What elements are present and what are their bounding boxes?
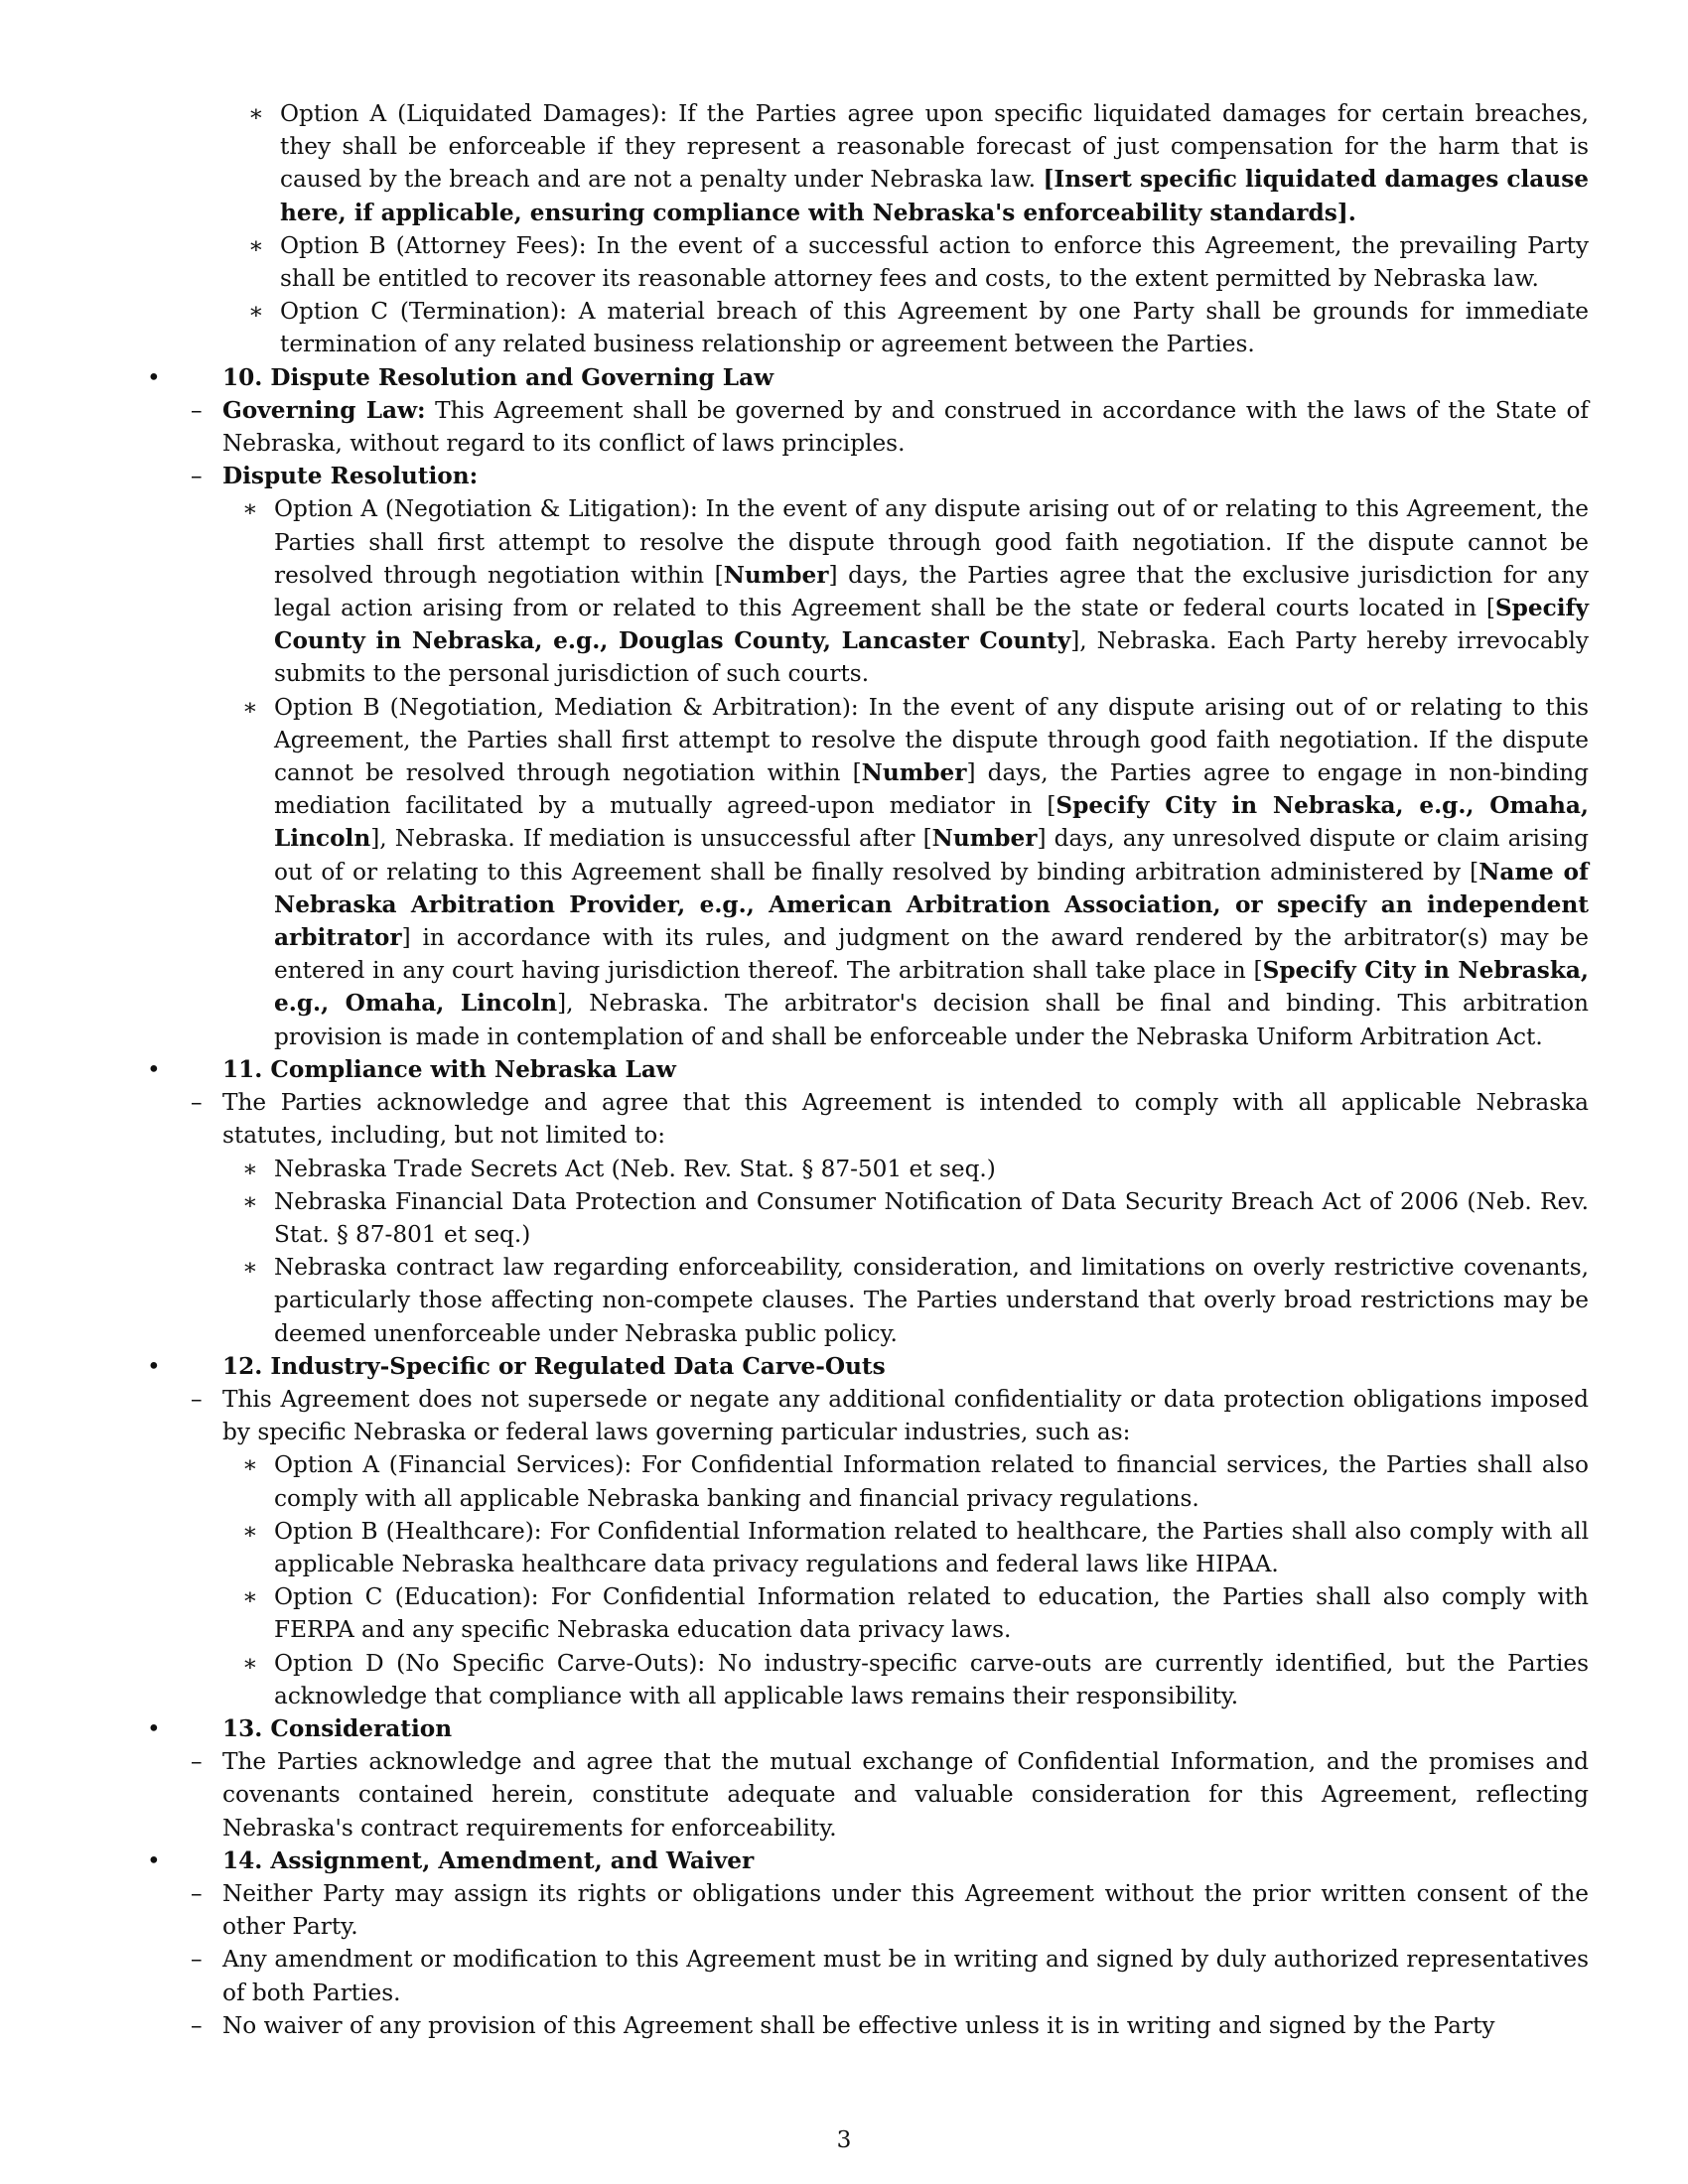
- section-14: [145, 1844, 1589, 2042]
- list-item: ∗ Option A (Liquidated Damages): If the Parties agree upon specific liquidated damages for certain breaches, they shall be enforceable if they represent a reasonable forecast of just compensation for the harm that is caused by the breach and are not a penalty under Nebraska law. [Insert specific liquidated damages clause here, if applicable, ensuring compliance with Nebraska's enforceability standards].: [145, 97, 1589, 229]
- list-item: – Any amendment or modification to this Agreement must be in writing and signed by duly authorized representatives of both Parties.: [139, 1943, 1589, 2008]
- dot-bullet: •: [147, 1055, 161, 1083]
- document-body: [145, 97, 1589, 2042]
- list-item: ∗ Option A (Negotiation & Litigation): In the event of any dispute arising out of or relating to this Agreement, the Parties shall first attempt to resolve the dispute through good faith negotiation. If the dispute cannot be resolved through negotiation within [Number] days, the Parties agree that the exclusive jurisdiction for any legal action arising from or related to this Agreement shall be the state or federal courts located in [Specify County in Nebraska, e.g., Douglas County, Lancaster County], Nebraska. Each Party hereby irrevocably submits to the personal jurisdiction of such courts.: [139, 492, 1589, 690]
- dash-bullet: –: [191, 1879, 203, 1907]
- list-item: ∗ Nebraska contract law regarding enforceability, consideration, and limitations on overly restrictive covenants, particularly those affecting non-compete clauses. The Parties understand that overly broad restrictions may be deemed unenforceable under Nebraska public policy.: [139, 1251, 1589, 1350]
- dash-bullet: –: [191, 1748, 203, 1776]
- list-item: – Governing Law: This Agreement shall be governed by and construed in accordance with the laws of the State of Nebraska, without regard to its conflict of laws principles.: [139, 394, 1589, 460]
- section-heading: 12. Industry-Specific or Regulated Data Carve-Outs: [222, 1352, 886, 1380]
- list-item: – Neither Party may assign its rights or obligations under this Agreement without the prior written consent of the other Party.: [139, 1877, 1589, 1943]
- section-heading: 14. Assignment, Amendment, and Waiver: [222, 1846, 755, 1874]
- asterisk-bullet: ∗: [242, 1155, 258, 1182]
- asterisk-bullet: ∗: [242, 1649, 258, 1677]
- section-heading: 13. Consideration: [222, 1714, 453, 1742]
- section-heading: 10. Dispute Resolution and Governing Law: [222, 363, 774, 391]
- asterisk-bullet: ∗: [242, 1254, 258, 1282]
- asterisk-bullet: ∗: [242, 1583, 258, 1611]
- dash-bullet: –: [191, 1385, 203, 1413]
- section-11: [145, 1053, 1589, 1350]
- dot-bullet: •: [147, 363, 161, 391]
- dash-bullet: –: [191, 2011, 203, 2039]
- sections-list: [145, 361, 1589, 2042]
- asterisk-bullet: ∗: [242, 1187, 258, 1215]
- list-item: – This Agreement does not supersede or negate any additional confidentiality or data protection obligations imposed by specific Nebraska or federal laws governing particular industries, such as: ∗ Option A (Financial Services): For Confidential Information related to financial services, the Parties shall also comply with all applicable Nebraska banking and financial privacy regulations. ∗ Option B (Healthcare): For Confidential Information related to healthcare, the Parties shall also comply with all applicable Nebraska healthcare data privacy regulations and federal laws like HIPAA. ∗ Option C (Education): For Confidential Information related to education, the Parties shall also comply with FERPA and any specific Nebraska education data privacy laws. ∗ Option D (No Specific Carve-Outs): No industry-specific carve-outs are currently identified, but the Parties acknowledge that compliance with all applicable laws remains their responsibility.: [139, 1383, 1589, 1712]
- list-item: ∗ Option B (Healthcare): For Confidential Information related to healthcare, the Parties shall also comply with all applicable Nebraska healthcare data privacy regulations and federal laws like HIPAA.: [139, 1515, 1589, 1580]
- section-12: [145, 1350, 1589, 1712]
- dot-bullet: •: [147, 1352, 161, 1380]
- dash-bullet: –: [191, 396, 203, 424]
- asterisk-bullet: ∗: [248, 231, 264, 259]
- list-item: – No waiver of any provision of this Agreement shall be effective unless it is in writing and signed by the Party: [139, 2009, 1589, 2042]
- list-item: ∗ Option B (Negotiation, Mediation & Arbitration): In the event of any dispute arising out of or relating to this Agreement, the Parties shall first attempt to resolve the dispute through good faith negotiation. If the dispute cannot be resolved through negotiation within [Number] days, the Parties agree to engage in non-binding mediation facilitated by a mutually agreed-upon mediator in [Specify City in Nebraska, e.g., Omaha, Lincoln], Nebraska. If mediation is unsuccessful after [Number] days, any unresolved dispute or claim arising out of or relating to this Agreement shall be finally resolved by binding arbitration administered by [Name of Nebraska Arbitration Provider, e.g., American Arbitration Association, or specify an independent arbitrator] in accordance with its rules, and judgment on the award rendered by the arbitrator(s) may be entered in any court having jurisdiction thereof. The arbitration shall take place in [Specify City in Nebraska, e.g., Omaha, Lincoln], Nebraska. The arbitrator's decision shall be final and binding. This arbitration provision is made in contemplation of and shall be enforceable under the Nebraska Uniform Arbitration Act.: [139, 691, 1589, 1053]
- section-13: [145, 1712, 1589, 1844]
- asterisk-bullet: ∗: [242, 693, 258, 721]
- list-item: ∗ Option C (Termination): A material breach of this Agreement by one Party shall be grounds for immediate termination of any related business relationship or agreement between the Parties.: [145, 295, 1589, 360]
- list-item: ∗ Nebraska Financial Data Protection and Consumer Notification of Data Security Breach Act of 2006 (Neb. Rev. Stat. § 87-801 et seq.): [139, 1185, 1589, 1251]
- dash-bullet: –: [191, 1946, 203, 1974]
- dash-bullet: –: [191, 463, 203, 490]
- page-number: 3: [836, 2126, 852, 2153]
- list-item: – Dispute Resolution: ∗ Option A (Negotiation & Litigation): In the event of any dispute arising out of or relating to this Agreement, the Parties shall first attempt to resolve the dispute through good faith negotiation. If the dispute cannot be resolved through negotiation within [Number] days, the Parties agree that the exclusive jurisdiction for any legal action arising from or related to this Agreement shall be the state or federal courts located in [Specify County in Nebraska, e.g., Douglas County, Lancaster County], Nebraska. Each Party hereby irrevocably submits to the personal jurisdiction of such courts. ∗ Option B (Negotiation, Mediation & Arbitration): In the event of any dispute arising out of or relating to this Agreement, the Parties shall first attempt to resolve the dispute through good faith negotiation. If the dispute cannot be resolved through negotiation within [Number] days, the Parties agree to engage in non-binding mediation facilitated by a mutually agreed-upon mediator in [Specify City in Nebraska, e.g., Omaha, Lincoln], Nebraska. If mediation is unsuccessful after [Number] days, any unresolved dispute or claim arising out of or relating to this Agreement shall be finally resolved by binding arbitration administered by [Name of Nebraska Arbitration Provider, e.g., American Arbitration Association, or specify an independent arbitrator] in accordance with its rules, and judgment on the award rendered by the arbitrator(s) may be entered in any court having jurisdiction thereof. The arbitration shall take place in [Specify City in Nebraska, e.g., Omaha, Lincoln], Nebraska. The arbitrator's decision shall be final and binding. This arbitration provision is made in contemplation of and shall be enforceable under the Nebraska Uniform Arbitration Act.: [139, 460, 1589, 1053]
- remedies-options: [145, 97, 1589, 361]
- list-item: – The Parties acknowledge and agree that this Agreement is intended to comply with all applicable Nebraska statutes, including, but not limited to: ∗ Nebraska Trade Secrets Act (Neb. Rev. Stat. § 87-501 et seq.) ∗ Nebraska Financial Data Protection and Consumer Notification of Data Security Breach Act of 2006 (Neb. Rev. Stat. § 87-801 et seq.) ∗ Nebraska contract law regarding enforceability, consideration, and limitations on overly restrictive covenants, particularly those affecting non-compete clauses. The Parties understand that overly broad restrictions may be deemed unenforceable under Nebraska public policy.: [139, 1086, 1589, 1350]
- section-10: [145, 361, 1589, 1053]
- list-item: ∗ Option D (No Specific Carve-Outs): No industry-specific carve-outs are currently identified, but the Parties acknowledge that compliance with all applicable laws remains their responsibility.: [139, 1647, 1589, 1712]
- dash-bullet: –: [191, 1089, 203, 1117]
- list-item: ∗ Option C (Education): For Confidential Information related to education, the Parties shall also comply with FERPA and any specific Nebraska education data privacy laws.: [139, 1580, 1589, 1646]
- list-item: ∗ Nebraska Trade Secrets Act (Neb. Rev. Stat. § 87-501 et seq.): [139, 1153, 1589, 1185]
- section-heading: 11. Compliance with Nebraska Law: [222, 1055, 676, 1083]
- list-item: ∗ Option B (Attorney Fees): In the event of a successful action to enforce this Agreement, the prevailing Party shall be entitled to recover its reasonable attorney fees and costs, to the extent permitted by Nebraska law.: [145, 229, 1589, 295]
- dot-bullet: •: [147, 1846, 161, 1874]
- asterisk-bullet: ∗: [248, 298, 264, 326]
- asterisk-bullet: ∗: [248, 100, 264, 127]
- asterisk-bullet: ∗: [242, 1517, 258, 1545]
- list-item: ∗ Option A (Financial Services): For Confidential Information related to financial services, the Parties shall also comply with all applicable Nebraska banking and financial privacy regulations.: [139, 1448, 1589, 1514]
- asterisk-bullet: ∗: [242, 1451, 258, 1479]
- dot-bullet: •: [147, 1714, 161, 1742]
- asterisk-bullet: ∗: [242, 495, 258, 523]
- list-item: – The Parties acknowledge and agree that the mutual exchange of Confidential Information, and the promises and covenants contained herein, constitute adequate and valuable consideration for this Agreement, reflecting Nebraska's contract requirements for enforceability.: [139, 1745, 1589, 1844]
